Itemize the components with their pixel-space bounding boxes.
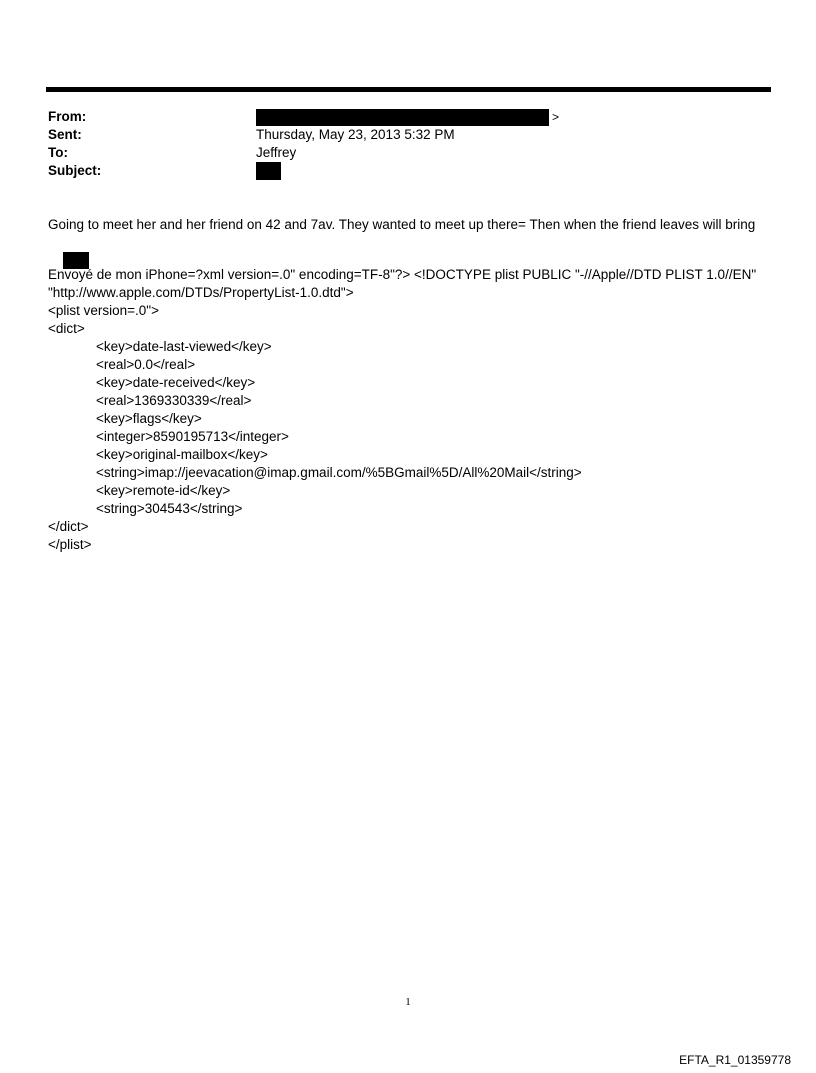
plist-line: <dict> xyxy=(48,321,85,336)
message-redaction-line xyxy=(48,234,778,252)
from-value xyxy=(256,108,559,126)
plist-line: <plist version=.0"> xyxy=(48,303,159,318)
paragraph-gap xyxy=(48,252,778,266)
from-suffix: > xyxy=(552,110,560,124)
to-row xyxy=(48,144,768,162)
sent-value: Thursday, May 23, 2013 5:32 PM xyxy=(256,127,455,142)
header-rule xyxy=(46,87,771,92)
sent-row xyxy=(48,126,768,144)
subject-row xyxy=(48,162,768,180)
redaction-box xyxy=(256,109,549,126)
plist-line: <key>original-mailbox</key> xyxy=(96,447,268,462)
subject-value xyxy=(256,162,281,180)
plist-line: <key>flags</key> xyxy=(96,411,202,426)
plist-line: Envoyé de mon iPhone=?xml version=.0" encoding=TF-8"?> <!DOCTYPE plist PUBLIC "-//Apple//DTD PLIST 1.0//EN" xyxy=(48,267,757,282)
from-row xyxy=(48,108,768,126)
plist-line: </plist> xyxy=(48,537,92,552)
to-label: To: xyxy=(48,145,68,160)
message-line: Going to meet her and her friend on 42 and 7av. They wanted to meet up there= Then when the friend leaves will bring xyxy=(48,217,756,232)
bates-number: EFTA_R1_01359778 xyxy=(679,1053,791,1067)
plist-line: <key>date-received</key> xyxy=(96,375,256,390)
from-label: From: xyxy=(48,109,87,124)
plist-line: <string>304543</string> xyxy=(96,501,243,516)
subject-label: Subject: xyxy=(48,163,102,178)
plist-line: <real>1369330339</real> xyxy=(96,393,252,408)
to-value: Jeffrey xyxy=(256,145,297,160)
email-header xyxy=(48,108,768,180)
plist-line: </dict> xyxy=(48,519,89,534)
plist-line: <key>remote-id</key> xyxy=(96,483,231,498)
page-number: 1 xyxy=(405,996,411,1008)
plist-line: "http://www.apple.com/DTDs/PropertyList-1.0.dtd"> xyxy=(48,285,354,300)
plist-line: <string>imap://jeevacation@imap.gmail.com/%5BGmail%5D/All%20Mail</string> xyxy=(96,465,582,480)
email-body xyxy=(48,216,778,554)
sent-label: Sent: xyxy=(48,127,82,142)
plist-line: <integer>8590195713</integer> xyxy=(96,429,289,444)
plist-line: <real>0.0</real> xyxy=(96,357,196,372)
plist-line: <key>date-last-viewed</key> xyxy=(96,339,272,354)
redaction-box xyxy=(256,162,281,180)
